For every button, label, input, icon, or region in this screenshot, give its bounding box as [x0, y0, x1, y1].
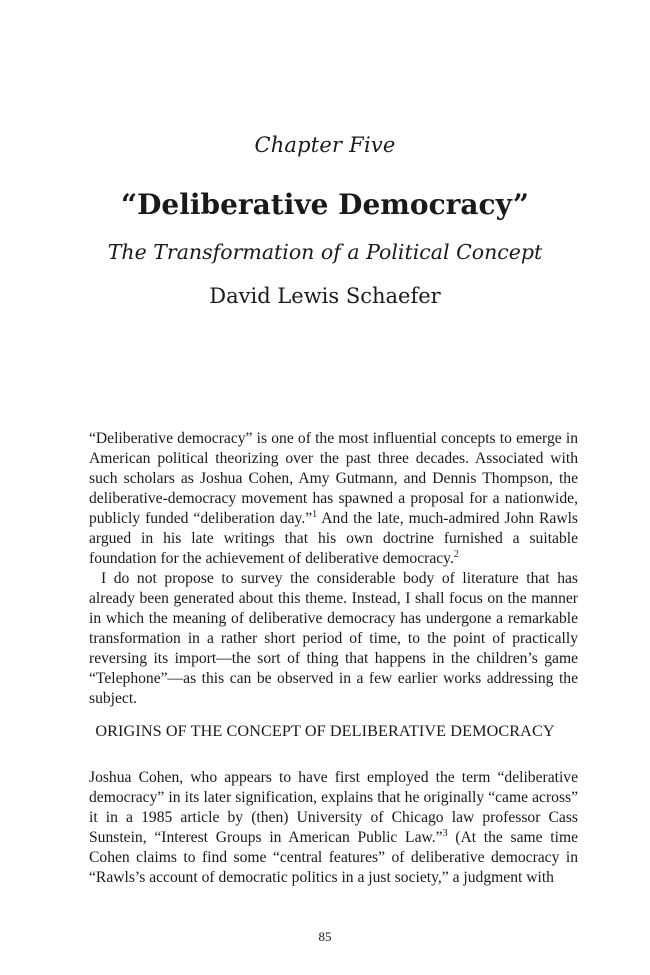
intro-text	[89, 429, 578, 709]
section-heading: ORIGINS OF THE CONCEPT OF DELIBERATIVE DEMOCRACY	[95, 722, 555, 740]
footnote-marker-3: 3	[442, 828, 448, 839]
origins-paragraph-1-part-a: Joshua Cohen, who appears to have first employed the term “deliberative democracy” in its later signification, explains that he originally “came across” it in a 1985 article by (then) University of Chicago law professor Cass Sunstein, “Interest Groups in American Public Law.”	[89, 769, 578, 846]
intro-paragraph-1-part-b: And the late, much-admired John Rawls argued in his late writings that his own doctrine furnished a suitable foundation for the achievement of deliberative democracy.	[89, 510, 578, 567]
chapter-number: Chapter Five	[254, 133, 396, 157]
intro-paragraph-1-part-a: “Deliberative democracy” is one of the most influential concepts to emerge in American political theorizing over the past three decades. Associated with such scholars as Joshua Cohen, Amy Gutmann, and Dennis Thompson, the deliberative-democracy movement has spawned a proposal for a nationwide, publicly funded “deliberation day.”	[89, 430, 578, 527]
chapter-author: David Lewis Schaefer	[209, 284, 441, 308]
chapter-subtitle: The Transformation of a Political Concept	[107, 240, 543, 264]
intro-paragraph-1	[89, 429, 578, 569]
origins-text	[89, 768, 578, 888]
footnote-marker-1: 1	[312, 509, 318, 520]
origins-paragraph-1-part-b: (At the same time Cohen claims to find some “central features” of deliberative democracy in “Rawls’s account of democratic politics in a just society,” a judgment with	[89, 829, 579, 886]
origins-paragraph-1	[89, 768, 578, 888]
footnote-marker-2: 2	[453, 549, 459, 560]
page-number: 85	[318, 929, 332, 944]
intro-paragraph-2: I do not propose to survey the considerable body of literature that has already been generated about this theme. Instead, I shall focus on the manner in which the meaning of deliberative democracy has undergone a remarkable transformation in a rather short period of time, to the point of practically reversing its import—the sort of thing that happens in the children’s game “Telephone”—as this can be observed in a few earlier works addressing the subject.	[89, 570, 578, 707]
chapter-title: “Deliberative Democracy”	[121, 188, 529, 221]
